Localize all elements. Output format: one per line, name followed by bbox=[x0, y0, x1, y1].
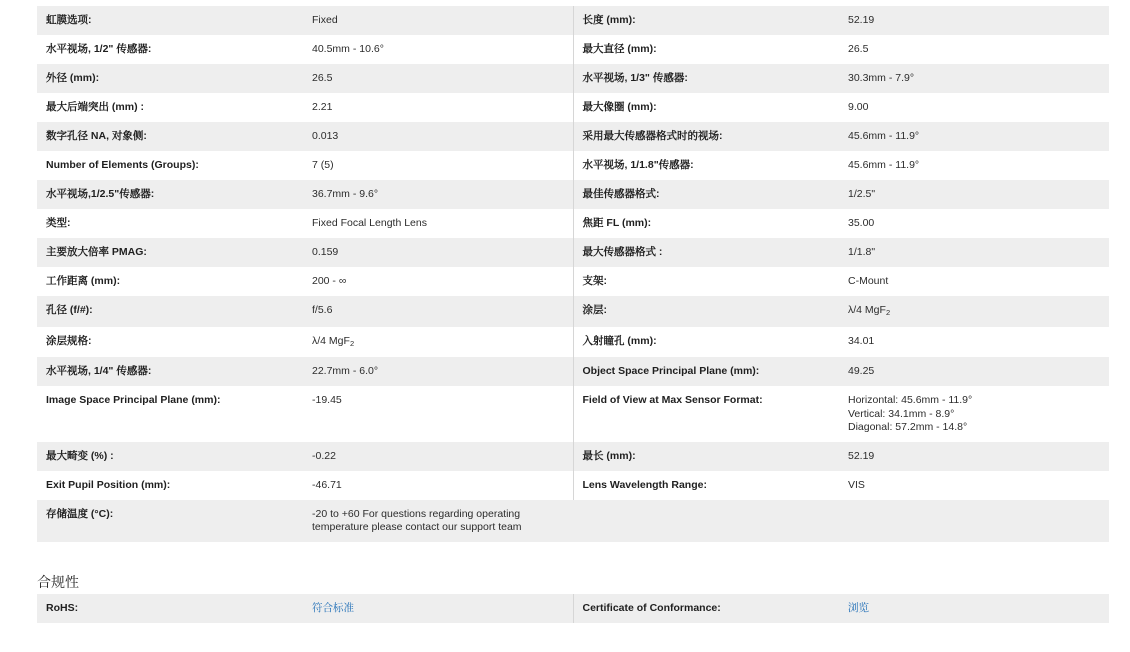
spec-label: 虹膜选项: bbox=[46, 14, 92, 26]
spec-label: Image Space Principal Plane (mm): bbox=[46, 394, 221, 406]
table-row bbox=[37, 209, 1109, 238]
spec-value: 30.3mm - 7.9° bbox=[848, 72, 915, 84]
table-row bbox=[37, 500, 1109, 542]
fov-horizontal: Horizontal: 45.6mm - 11.9° bbox=[848, 394, 973, 406]
view-certificate-link[interactable]: 浏览 bbox=[848, 602, 869, 614]
coating-value-text: λ/4 MgF bbox=[848, 304, 886, 316]
table-row bbox=[37, 35, 1109, 64]
spec-label bbox=[573, 500, 839, 542]
rohs-value bbox=[303, 594, 573, 623]
rohs-label: RoHS: bbox=[46, 602, 79, 614]
spec-label: Exit Pupil Position (mm): bbox=[46, 478, 171, 491]
spec-label: 涂层规格: bbox=[46, 334, 92, 347]
spec-value: -19.45 bbox=[303, 386, 573, 442]
table-row bbox=[37, 594, 1109, 623]
spec-label: 最长 (mm): bbox=[582, 449, 636, 462]
spec-value: 40.5mm - 10.6° bbox=[303, 35, 573, 64]
spec-label: 水平视场, 1/3" 传感器: bbox=[582, 72, 688, 84]
spec-label: 存储温度 (°C): bbox=[46, 507, 114, 520]
certificate-of-conformance-value bbox=[839, 594, 1109, 623]
spec-label: 最大传感器格式 : bbox=[582, 246, 663, 258]
spec-label: 入射瞳孔 (mm): bbox=[582, 334, 657, 347]
compliance-section-title: 合规性 bbox=[37, 574, 79, 590]
spec-label: Lens Wavelength Range: bbox=[582, 478, 707, 491]
spec-label: 类型: bbox=[46, 217, 71, 229]
spec-label: 焦距 FL (mm): bbox=[582, 217, 652, 229]
specifications-table bbox=[37, 6, 1109, 542]
spec-value: C-Mount bbox=[848, 275, 889, 287]
compliance-table bbox=[37, 594, 1109, 623]
spec-value: 35.00 bbox=[848, 217, 875, 229]
spec-label: 支架: bbox=[582, 275, 607, 287]
spec-value: -0.22 bbox=[303, 442, 573, 471]
spec-value: 200 - ∞ bbox=[303, 267, 573, 296]
spec-label: 孔径 (f/#): bbox=[46, 304, 93, 316]
spec-value: 26.5 bbox=[303, 64, 573, 93]
table-row bbox=[37, 471, 1109, 500]
spec-label: 最大后端突出 (mm) : bbox=[46, 101, 144, 113]
spec-label: 最大直径 (mm): bbox=[582, 43, 657, 55]
spec-value: 2.21 bbox=[303, 93, 573, 122]
spec-value: 22.7mm - 6.0° bbox=[303, 357, 573, 386]
spec-value: 9.00 bbox=[848, 101, 869, 113]
spec-label: 工作距离 (mm): bbox=[46, 275, 121, 287]
table-row bbox=[37, 238, 1109, 267]
spec-label: 水平视场, 1/1.8"传感器: bbox=[582, 159, 694, 171]
spec-value: 34.01 bbox=[848, 334, 875, 347]
spec-value: Fixed Focal Length Lens bbox=[303, 209, 573, 238]
spec-label: 最佳传感器格式: bbox=[582, 188, 660, 200]
table-row bbox=[37, 442, 1109, 471]
spec-value bbox=[839, 386, 1109, 442]
spec-value bbox=[839, 296, 1109, 327]
spec-value: 36.7mm - 9.6° bbox=[303, 180, 573, 209]
spec-value: 7 (5) bbox=[303, 151, 573, 180]
spec-label: 主要放大倍率 PMAG: bbox=[46, 246, 147, 258]
table-row bbox=[37, 180, 1109, 209]
spec-label: 数字孔径 NA, 对象侧: bbox=[46, 130, 147, 142]
spec-value bbox=[303, 500, 573, 542]
table-row bbox=[37, 267, 1109, 296]
spec-value: 0.013 bbox=[303, 122, 573, 151]
spec-label: 涂层: bbox=[582, 304, 607, 316]
spec-value: -46.71 bbox=[303, 471, 573, 500]
specifications-table-body bbox=[37, 6, 1109, 542]
spec-value: 26.5 bbox=[848, 43, 869, 55]
spec-value bbox=[839, 500, 1109, 542]
spec-value: 1/2.5" bbox=[848, 188, 876, 200]
storage-temp-line-1: -20 to +60 For questions regarding operating bbox=[312, 507, 521, 520]
spec-value: 52.19 bbox=[848, 449, 875, 462]
table-row bbox=[37, 386, 1109, 442]
fov-diagonal: Diagonal: 57.2mm - 14.8° bbox=[848, 421, 968, 433]
fov-vertical: Vertical: 34.1mm - 8.9° bbox=[848, 407, 955, 420]
spec-value: 1/1.8" bbox=[848, 246, 876, 258]
spec-value: 52.19 bbox=[848, 14, 875, 26]
coating-spec-value-subscript: 2 bbox=[349, 338, 355, 348]
spec-value: 0.159 bbox=[303, 238, 573, 267]
spec-label: 水平视场, 1/4" 传感器: bbox=[46, 365, 152, 377]
specifications-table-container bbox=[37, 6, 1109, 542]
spec-label: 最大像圈 (mm): bbox=[582, 101, 657, 113]
table-row bbox=[37, 122, 1109, 151]
spec-value: VIS bbox=[848, 478, 865, 491]
spec-label: Number of Elements (Groups): bbox=[46, 159, 199, 171]
spec-value: 49.25 bbox=[848, 365, 875, 377]
spec-value: 45.6mm - 11.9° bbox=[848, 130, 920, 142]
table-row bbox=[37, 93, 1109, 122]
coating-value-subscript: 2 bbox=[885, 308, 891, 317]
spec-value: Fixed bbox=[303, 6, 573, 35]
spec-label: 水平视场, 1/2" 传感器: bbox=[46, 43, 152, 55]
table-row bbox=[37, 151, 1109, 180]
spec-value: f/5.6 bbox=[303, 296, 573, 327]
spec-label: 外径 (mm): bbox=[46, 72, 100, 84]
compliance-table-container bbox=[37, 594, 1109, 623]
rohs-compliant-link[interactable]: 符合标准 bbox=[312, 602, 354, 614]
table-row bbox=[37, 64, 1109, 93]
table-row bbox=[37, 6, 1109, 35]
spec-value: 45.6mm - 11.9° bbox=[848, 159, 920, 171]
certificate-of-conformance-label: Certificate of Conformance: bbox=[582, 602, 721, 614]
coating-spec-value-text: λ/4 MgF bbox=[312, 334, 350, 347]
spec-label: 水平视场,1/2.5"传感器: bbox=[46, 188, 155, 200]
spec-label: 采用最大传感器格式时的视场: bbox=[582, 130, 723, 142]
spec-label: 最大畸变 (%) : bbox=[46, 449, 114, 462]
table-row bbox=[37, 357, 1109, 386]
table-row bbox=[37, 327, 1109, 358]
spec-label: Field of View at Max Sensor Format: bbox=[582, 394, 763, 406]
storage-temp-line-2: temperature please contact our support team bbox=[312, 521, 522, 533]
spec-label: Object Space Principal Plane (mm): bbox=[582, 365, 760, 377]
spec-label: 长度 (mm): bbox=[582, 14, 636, 26]
spec-value bbox=[303, 327, 573, 358]
table-row bbox=[37, 296, 1109, 327]
